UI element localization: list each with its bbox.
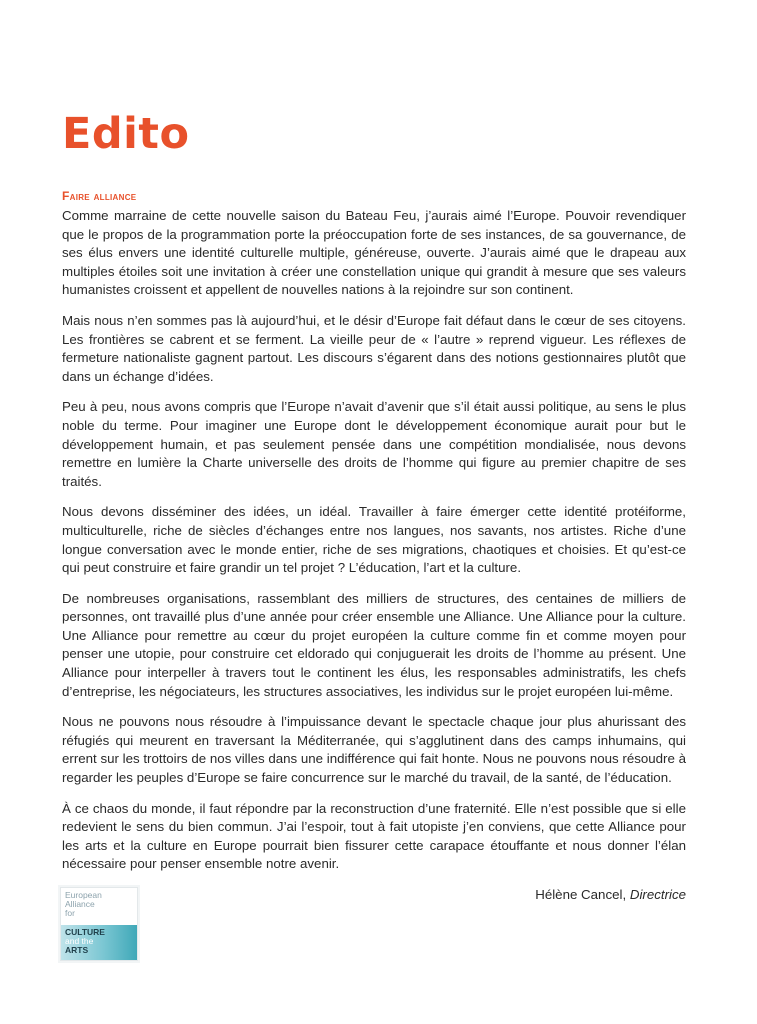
- paragraph: Nous devons disséminer des idées, un idéal. Travailler à faire émerger cette identité protéiforme, multiculturelle, riche de siècles d’échanges entre nos langues, nos savants, nos artistes. Riche d’une longue conversation avec le monde entier, riche de ses migrations, chaotiques et choisies. Et qu’est-ce qui peut construire et faire grandir un tel projet ? L’éducation, l’art et la culture.: [62, 504, 686, 576]
- logo-color-band: [61, 925, 137, 960]
- european-alliance-logo: [60, 887, 138, 961]
- logo-text-line: ARTS: [65, 945, 89, 955]
- paragraph: Comme marraine de cette nouvelle saison du Bateau Feu, j’aurais aimé l’Europe. Pouvoir revendiquer que le propos de la programmation porte la préoccupation forte de ses instances, de sa gouvernance, de ses élus envers une identité culturelle multiple, généreuse, ouverte. J’aurais aimé que le drapeau aux multiples étoiles soit une invitation à créer une constellation unique qui grandit à mesure que ses valeurs humanistes croissent et appellent de nouvelles nations à la rejoindre sur son continent.: [62, 208, 686, 298]
- signature: [62, 886, 686, 905]
- logo-text-line: Alliance: [65, 899, 95, 909]
- article-body: [62, 187, 686, 905]
- paragraph: À ce chaos du monde, il faut répondre par la reconstruction d’une fraternité. Elle n’est possible que si elle redevient le sens du bien commun. J’ai l’espoir, tout à fait utopiste j’en conviens, que cette Alliance pour les arts et la culture en Europe pourrait bien fissurer cette carapace étouffante et nous donner l’élan nécessaire pour penser ensemble notre avenir.: [62, 800, 686, 872]
- paragraph: Mais nous n’en sommes pas là aujourd’hui, et le désir d’Europe fait défaut dans le cœur de ses citoyens. Les frontières se cabrent et se ferment. La vieille peur de « l’autre » reprend vigueur. Les réflexes de fermeture nationaliste gagnent partout. Les discours s’égarent dans des notions gestionnaires plutôt que dans un échange d’idées.: [62, 312, 686, 384]
- paragraph: Nous ne pouvons nous résoudre à l’impuissance devant le spectacle chaque jour plus ahurissant des réfugiés qui meurent en traversant la Méditerranée, qui s’agglutinent dans des camps inhumains, qui errent sur les trottoirs de nos villes dans une indifférence qui fait honte. Nous ne pouvons nous résoudre à regarder les peuples d’Europe se faire concurrence sur le marché du travail, de la santé, de l’éducation.: [62, 714, 686, 786]
- signature-role: Directrice: [629, 887, 686, 902]
- logo-text-line: European: [65, 890, 102, 900]
- section-subtitle: Faire alliance: [62, 189, 137, 203]
- signature-name: Hélène Cancel,: [535, 887, 630, 902]
- paragraph: De nombreuses organisations, rassemblant des milliers de structures, des centaines de milliers de personnes, ont travaillé plus d’une année pour créer ensemble une Alliance. Une Alliance pour la culture. Une Alliance pour remettre au cœur du projet européen la culture comme fin et comme moyen pour penser une utopie, pour construire cet eldorado qui conjuguerait les droits de l’homme au présent. Une Alliance pour interpeller à travers tout le continent les élus, les responsables administratifs, les chefs d’entreprise, les négociateurs, les structures associatives, les individus sur le projet européen lui-même.: [62, 590, 686, 699]
- logo-text-line: CULTURE: [65, 927, 105, 937]
- logo-text-line: for: [65, 908, 75, 918]
- page-title: Edito: [62, 109, 190, 159]
- paragraph: Peu à peu, nous avons compris que l’Europe n’avait d’avenir que s’il était aussi politique, au sens le plus noble du terme. Pour imaginer une Europe dont le développement économique aurait pour but le développement humain, et pas seulement pensée dans une compétition mondialisée, nous devons remettre en lumière la Charte universelle des droits de l’homme qui figure au premier chapitre de ses traités.: [62, 399, 686, 489]
- logo-text-line: and the: [65, 936, 94, 946]
